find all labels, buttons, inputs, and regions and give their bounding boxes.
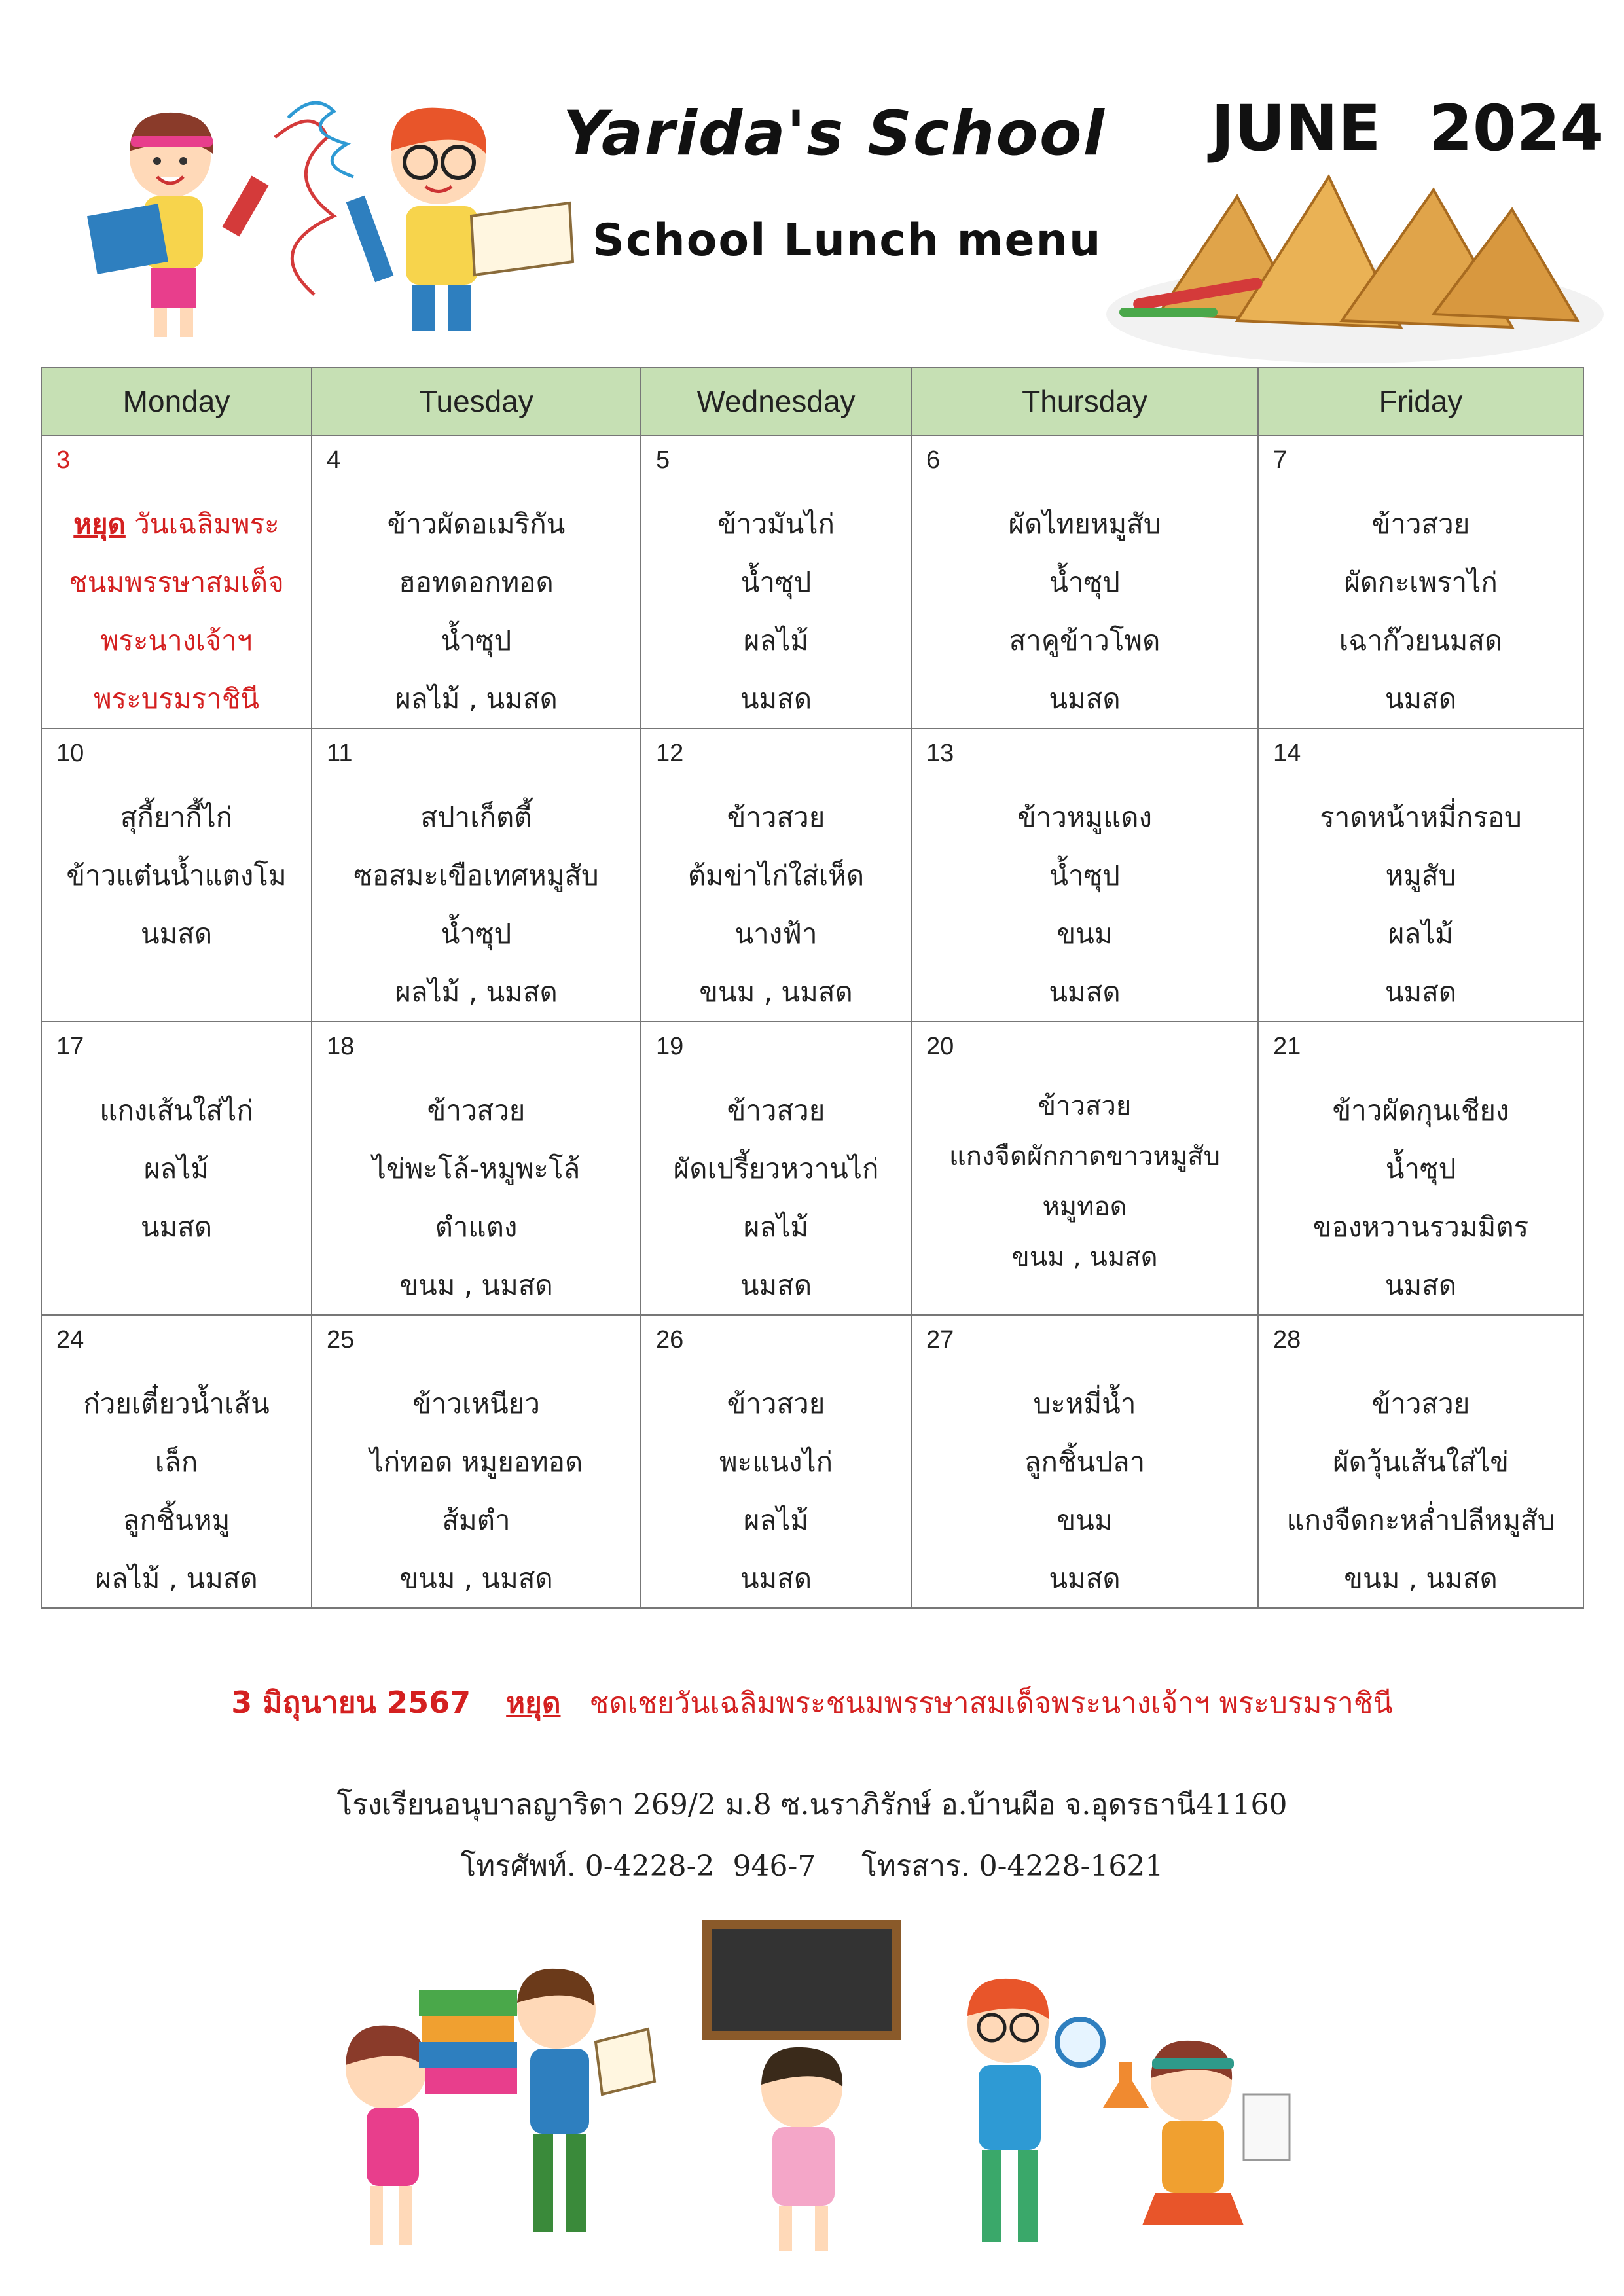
menu-item: ข้าวผัดอเมริกัน — [387, 508, 566, 540]
menu-item: ราดหน้าหมี่กรอบ — [1320, 801, 1522, 833]
menu-item: ข้าวสวย — [727, 1388, 825, 1420]
menu-item: น้ำซุป — [1385, 1153, 1456, 1185]
day-number: 24 — [56, 1326, 84, 1354]
menu-item: ขนม , นมสด — [699, 976, 853, 1008]
menu-item: น้ำซุป — [441, 624, 512, 656]
week-row — [41, 435, 1583, 728]
menu-item: น้ำซุป — [740, 566, 812, 598]
school-address: โรงเรียนอนุบาลญาริดา 269/2 ม.8 ซ.นราภิรักษ์ อ.บ้านผือ จ.อุดรธานี41160 — [336, 1788, 1288, 1821]
menu-items — [641, 1081, 911, 1314]
menu-item: ของหวานรวมมิตร — [1312, 1211, 1529, 1243]
menu-items — [42, 495, 311, 728]
menu-items — [312, 495, 640, 728]
holiday-note — [0, 1679, 1624, 1727]
menu-item: ขนม , นมสด — [399, 1562, 553, 1594]
school-name: Yarida's School — [563, 98, 1106, 170]
menu-item: นมสด — [740, 1269, 812, 1301]
menu-item: ต้มข่าไก่ใส่เห็ด — [687, 859, 865, 891]
menu-item: พะแนงไก่ — [719, 1446, 833, 1478]
menu-item: แกงจืดกะหล่ำปลีหมูสับ — [1286, 1504, 1555, 1536]
menu-item: หมูทอด — [1042, 1192, 1127, 1222]
day-number: 19 — [656, 1033, 684, 1060]
menu-item: ผลไม้ — [743, 1504, 809, 1536]
menu-item: นมสด — [1049, 976, 1121, 1008]
day-number: 21 — [1273, 1033, 1301, 1060]
day-cell — [312, 1315, 641, 1608]
menu-item: แกงเส้นใส่ไก่ — [99, 1094, 253, 1126]
menu-item: ขนม — [1056, 1504, 1113, 1536]
menu-item: ผลไม้ — [743, 624, 809, 656]
header-friday: Friday — [1258, 367, 1583, 435]
menu-item: น้ำซุป — [1049, 566, 1120, 598]
menu-item: บะหมี่น้ำ — [1033, 1388, 1136, 1420]
day-number: 10 — [56, 740, 84, 767]
menu-item: ข้าวสวย — [1371, 1388, 1470, 1420]
menu-item: ลูกชิ้นปลา — [1024, 1446, 1146, 1478]
menu-item: ผลไม้ — [743, 1211, 809, 1243]
menu-items — [641, 495, 911, 728]
menu-items — [1259, 495, 1583, 728]
day-number: 17 — [56, 1033, 84, 1060]
menu-item: นางฟ้า — [734, 918, 818, 950]
menu-item: ข้าวสวย — [1038, 1091, 1132, 1121]
kids-group-icon — [314, 1911, 1309, 2265]
menu-item: แกงจืดผักกาดขาวหมูสับ — [948, 1141, 1221, 1172]
menu-items — [912, 495, 1257, 728]
menu-item: ขนม , นมสด — [1011, 1242, 1158, 1272]
menu-subtitle: School Lunch menu — [592, 215, 1102, 266]
menu-item: พระบรมราชินี — [93, 683, 260, 715]
menu-items — [1259, 1374, 1583, 1607]
menu-items — [42, 1374, 311, 1607]
menu-item: น้ำซุป — [441, 918, 512, 950]
menu-item: ฮอทดอกทอด — [399, 566, 554, 598]
menu-item: นมสด — [740, 1562, 812, 1594]
day-number: 3 — [56, 446, 71, 474]
day-cell — [312, 435, 641, 728]
lunch-menu-table — [41, 367, 1584, 1609]
menu-item: นมสด — [140, 918, 213, 950]
menu-item: ผลไม้ , นมสด — [95, 1562, 258, 1594]
menu-items — [912, 1374, 1257, 1607]
day-cell — [911, 1022, 1258, 1315]
header-wednesday: Wednesday — [641, 367, 911, 435]
samosa-plate-icon — [1093, 157, 1604, 367]
menu-item: ข้าวสวย — [727, 1094, 825, 1126]
day-cell — [641, 728, 911, 1022]
day-number: 27 — [926, 1326, 954, 1354]
menu-item: ผลไม้ , นมสด — [395, 976, 558, 1008]
menu-item: นมสด — [140, 1211, 213, 1243]
menu-item: หมูสับ — [1385, 859, 1456, 891]
day-number: 7 — [1273, 446, 1288, 474]
day-number: 20 — [926, 1033, 954, 1060]
day-number: 26 — [656, 1326, 684, 1354]
menu-item: ข้าวสวย — [427, 1094, 526, 1126]
menu-item: ข้าวเหนียว — [412, 1388, 540, 1420]
weekday-header-row — [41, 367, 1583, 435]
note-label: หยุด — [506, 1687, 561, 1720]
menu-items — [312, 1081, 640, 1314]
menu-item: เล็ก — [154, 1446, 198, 1478]
day-cell — [41, 1022, 312, 1315]
menu-items — [312, 1374, 640, 1607]
month-year — [1211, 92, 1604, 165]
menu-item: ผัดไทยหมูสับ — [1008, 508, 1161, 540]
header-monday: Monday — [41, 367, 312, 435]
note-text: ชดเชยวันเฉลิมพระชนมพรรษาสมเด็จพระนางเจ้าฯ พระบรมราชินี — [589, 1687, 1393, 1720]
day-cell — [312, 1022, 641, 1315]
menu-items — [912, 1081, 1257, 1283]
menu-items — [312, 788, 640, 1021]
day-number: 12 — [656, 740, 684, 767]
menu-item: ข้าวแต๋นน้ำแตงโม — [66, 859, 287, 891]
menu-item: สาคูข้าวโพด — [1009, 624, 1161, 656]
note-date: 3 มิถุนายน 2567 — [231, 1685, 471, 1720]
header-tuesday: Tuesday — [312, 367, 641, 435]
menu-items — [42, 788, 311, 963]
day-number: 6 — [926, 446, 941, 474]
day-cell — [312, 728, 641, 1022]
day-number: 28 — [1273, 1326, 1301, 1354]
menu-item: สปาเก็ตตี้ — [420, 801, 532, 833]
day-cell — [1258, 728, 1583, 1022]
holiday-line — [42, 495, 311, 553]
day-cell — [911, 1315, 1258, 1608]
menu-item: ลูกชิ้นหมู — [122, 1504, 230, 1536]
menu-items — [641, 1374, 911, 1607]
boy-pencil-icon — [275, 92, 583, 340]
menu-item: ผลไม้ — [143, 1153, 209, 1185]
day-number: 11 — [327, 740, 353, 767]
menu-item: ผลไม้ — [1388, 918, 1454, 950]
day-cell — [1258, 435, 1583, 728]
menu-item: ขนม , นมสด — [399, 1269, 553, 1301]
day-cell — [641, 1022, 911, 1315]
day-number: 4 — [327, 446, 341, 474]
day-cell — [911, 435, 1258, 728]
menu-item: นมสด — [1049, 1562, 1121, 1594]
menu-item: ผัดกะเพราไก่ — [1344, 566, 1498, 598]
menu-items — [912, 788, 1257, 1021]
menu-item: ข้าวสวย — [727, 801, 825, 833]
menu-item: ส้มตำ — [442, 1504, 511, 1536]
day-number: 14 — [1273, 740, 1301, 767]
menu-item: ก๋วยเตี๋ยวน้ำเส้น — [83, 1388, 270, 1420]
menu-item: น้ำซุป — [1049, 859, 1120, 891]
menu-item: ขนม , นมสด — [1344, 1562, 1498, 1594]
menu-item: ผัดวุ้นเส้นใส่ไข่ — [1333, 1446, 1509, 1478]
header-thursday: Thursday — [911, 367, 1258, 435]
menu-item: ผลไม้ , นมสด — [395, 683, 558, 715]
day-cell — [41, 728, 312, 1022]
menu-item: ตำแตง — [435, 1211, 518, 1243]
menu-item: ไก่ทอด หมูยอทอด — [369, 1446, 583, 1478]
menu-item: ชนมพรรษาสมเด็จ — [69, 566, 284, 598]
menu-item: ข้าวมันไก่ — [717, 508, 835, 540]
menu-item: นมสด — [1384, 683, 1457, 715]
day-cell — [1258, 1315, 1583, 1608]
week-row — [41, 1315, 1583, 1608]
menu-item: นมสด — [1384, 976, 1457, 1008]
menu-items — [641, 788, 911, 1021]
day-number: 13 — [926, 740, 954, 767]
menu-item: สุกี้ยากี้ไก่ — [120, 801, 233, 833]
menu-item: ซอสมะเขือเทศหมูสับ — [353, 859, 599, 891]
day-number: 5 — [656, 446, 670, 474]
menu-items — [42, 1081, 311, 1256]
menu-item: ข้าวหมูแดง — [1017, 801, 1153, 833]
menu-item: ขนม — [1056, 918, 1113, 950]
menu-item: นมสด — [1049, 683, 1121, 715]
day-cell — [641, 435, 911, 728]
menu-item: นมสด — [740, 683, 812, 715]
holiday-label: หยุด — [73, 508, 126, 540]
menu-items — [1259, 1081, 1583, 1314]
day-cell — [41, 1315, 312, 1608]
menu-item: ไข่พะโล้-หมูพะโล้ — [372, 1153, 581, 1185]
menu-items — [1259, 788, 1583, 1021]
year: 2024 — [1429, 92, 1604, 165]
day-cell — [911, 728, 1258, 1022]
day-cell — [1258, 1022, 1583, 1315]
menu-item: ข้าวผัดกุนเชียง — [1332, 1094, 1509, 1126]
menu-item: ผัดเปรี้ยวหวานไก่ — [673, 1153, 879, 1185]
menu-item: พระนางเจ้าฯ — [100, 624, 253, 656]
month: JUNE — [1211, 92, 1381, 165]
school-contact: โทรศัพท์. 0-4228-2 946-7 โทรสาร. 0-4228-1621 — [460, 1850, 1164, 1883]
day-number: 18 — [327, 1033, 355, 1060]
menu-item: ข้าวสวย — [1371, 508, 1470, 540]
holiday-text: วันเฉลิมพระ — [134, 508, 280, 540]
day-number: 25 — [327, 1326, 355, 1354]
week-row — [41, 1022, 1583, 1315]
day-cell — [641, 1315, 911, 1608]
menu-item: นมสด — [1384, 1269, 1457, 1301]
day-cell — [41, 435, 312, 728]
week-row — [41, 728, 1583, 1022]
menu-item: เฉาก๊วยนมสด — [1339, 624, 1503, 656]
